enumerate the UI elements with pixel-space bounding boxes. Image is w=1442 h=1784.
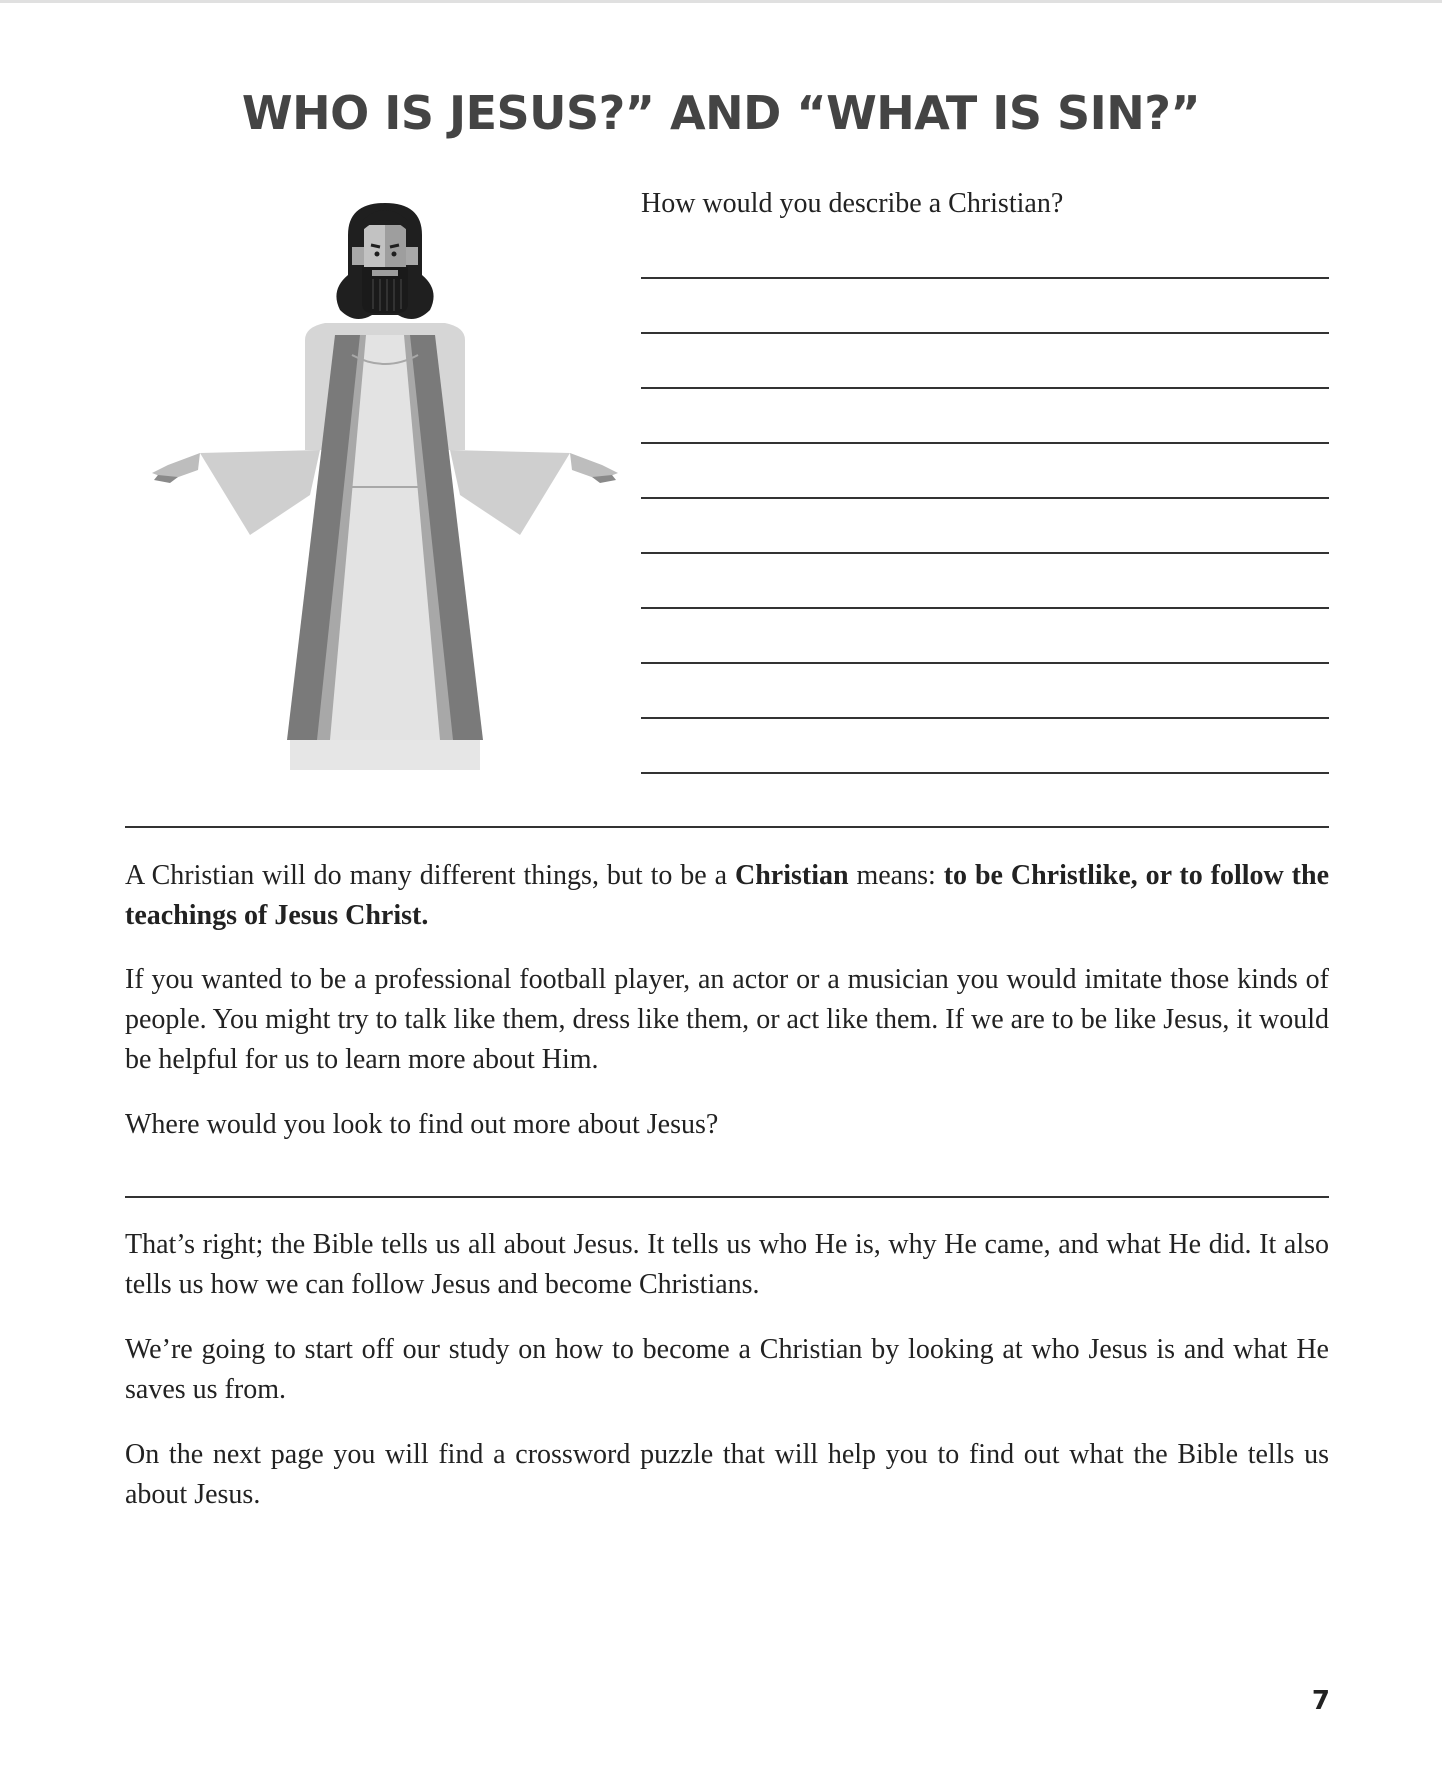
jesus-figure-illustration xyxy=(140,195,630,775)
page-title: WHO IS JESUS?” AND “WHAT IS SIN?” xyxy=(241,86,1201,140)
answer-line[interactable] xyxy=(641,387,1329,389)
paragraph-christian-definition xyxy=(125,856,1329,936)
answer-line[interactable] xyxy=(125,826,1329,828)
top-border xyxy=(0,0,1442,3)
paragraph-bible: That’s right; the Bible tells us all about Jesus. It tells us who He is, why He came, and what He did. It also tells us how we can follow Jesus and become Christians. xyxy=(125,1229,1329,1300)
p1-bold-definition: to be Christlike, or to follow the teachings of Jesus Christ. xyxy=(125,860,1329,931)
p1-text-2: means: xyxy=(848,860,944,891)
left-sleeve xyxy=(200,450,320,535)
paragraph-imitate: If you wanted to be a professional football player, an actor or a musician you would imitate those kinds of people. You might try to talk like them, dress like them, or act like them. If we are to be like Jesus, it would be helpful for us to learn more about Him. xyxy=(125,964,1329,1075)
answer-line[interactable] xyxy=(125,1196,1329,1198)
page-number: 7 xyxy=(1311,1686,1330,1716)
right-sleeve xyxy=(450,450,570,535)
answer-line[interactable] xyxy=(641,607,1329,609)
answer-line[interactable] xyxy=(641,662,1329,664)
answer-line[interactable] xyxy=(641,332,1329,334)
answer-line[interactable] xyxy=(641,717,1329,719)
robe-hem xyxy=(290,740,480,770)
answer-line[interactable] xyxy=(641,497,1329,499)
p1-text: A Christian will do many different things, but to be a xyxy=(125,860,735,891)
answer-line[interactable] xyxy=(641,772,1329,774)
question-describe-christian: How would you describe a Christian? xyxy=(641,188,1064,219)
paragraph-crossword: On the next page you will find a crossword puzzle that will help you to find out what the Bible tells us about Jesus. xyxy=(125,1439,1329,1510)
p1-bold-christian: Christian xyxy=(734,860,849,891)
paragraph-study: We’re going to start off our study on how to become a Christian by looking at who Jesus is and what He saves us from. xyxy=(125,1334,1329,1405)
answer-line[interactable] xyxy=(641,552,1329,554)
question-where-look: Where would you look to find out more about Jesus? xyxy=(125,1109,719,1140)
answer-line[interactable] xyxy=(641,442,1329,444)
answer-line[interactable] xyxy=(641,277,1329,279)
